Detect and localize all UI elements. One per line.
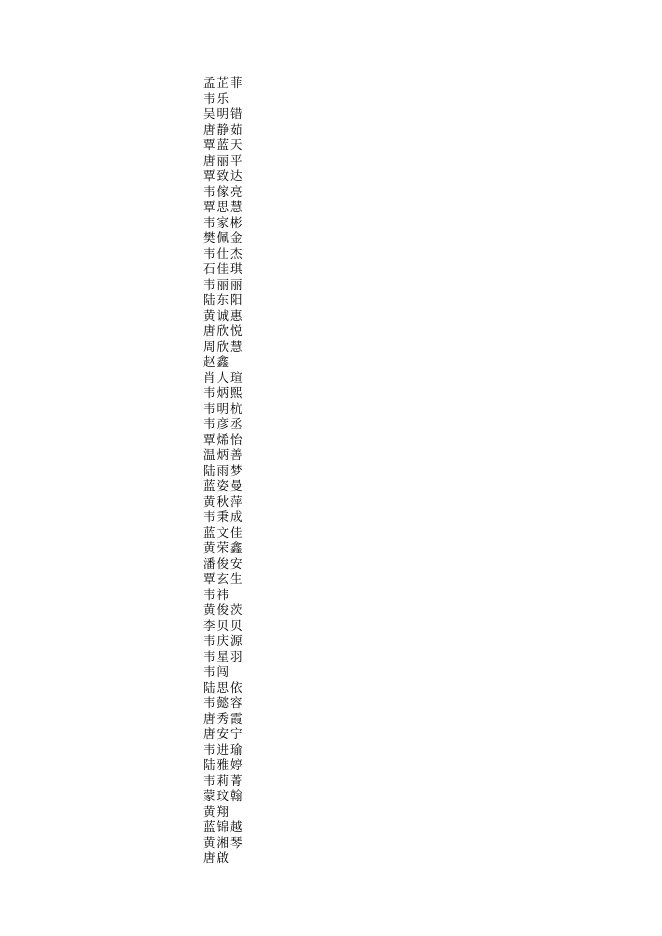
- list-item: 肖人瑄: [203, 370, 244, 385]
- name-list: [203, 76, 463, 867]
- list-item: 覃致达: [203, 169, 244, 183]
- list-item: 唐欣悦: [203, 324, 244, 338]
- list-item: 韦庆源: [203, 634, 244, 648]
- list-item: 覃玄生: [203, 572, 244, 586]
- list-item: 陆雅婷: [203, 758, 244, 772]
- list-item: 蓝文佳: [203, 525, 244, 540]
- list-item: 韦星羽: [203, 649, 244, 664]
- list-item: 唐安宁: [203, 727, 244, 741]
- list-item: 韦仕杰: [203, 246, 244, 261]
- list-item: 黄湘琴: [203, 835, 244, 850]
- list-item: 蓝姿曼: [203, 479, 244, 493]
- list-item: 蒙玟翰: [203, 789, 244, 803]
- list-item: 黄秋萍: [203, 494, 244, 509]
- list-item: 韦傢亮: [203, 184, 244, 199]
- list-item: 韦乐: [203, 91, 231, 106]
- list-item: 韦彦丞: [203, 417, 244, 431]
- list-item: 陆思依: [203, 680, 244, 695]
- list-item: 覃烯怡: [203, 432, 244, 447]
- list-item: 韦懿容: [203, 696, 244, 710]
- list-item: 周欣慧: [203, 339, 244, 354]
- list-item: 黄荣鑫: [203, 541, 244, 555]
- list-item: 韦祎: [203, 587, 231, 602]
- list-item: 韦闯: [203, 665, 231, 679]
- list-item: 石佳琪: [203, 262, 244, 276]
- list-item: 韦莉菁: [203, 773, 244, 788]
- list-item: 唐啟: [203, 851, 231, 865]
- list-item: 韦秉成: [203, 510, 244, 524]
- list-item: 唐丽平: [203, 153, 244, 168]
- list-item: 韦明杭: [203, 401, 244, 416]
- list-item: 陆东阳: [203, 293, 244, 307]
- list-item: 陆雨梦: [203, 463, 244, 478]
- list-item: 孟芷菲: [203, 76, 244, 90]
- list-item: 赵鑫: [203, 355, 231, 369]
- list-item: 黄诚惠: [203, 308, 244, 323]
- list-item: 韦家彬: [203, 215, 244, 230]
- list-item: 李贝贝: [203, 618, 244, 633]
- list-item: 唐秀霞: [203, 711, 244, 726]
- list-item: 蓝锦越: [203, 820, 244, 834]
- list-item: 吴明错: [203, 107, 244, 121]
- list-item: 韦丽丽: [203, 277, 244, 292]
- list-item: 黄俊茨: [203, 603, 244, 617]
- list-item: 覃蓝天: [203, 138, 244, 152]
- list-item: 潘俊安: [203, 556, 244, 571]
- list-item: 温炳善: [203, 448, 244, 462]
- list-item: 韦炳熙: [203, 386, 244, 400]
- list-item: 韦进瑜: [203, 742, 244, 757]
- list-item: 黄翔: [203, 804, 231, 819]
- list-item: 樊佩金: [203, 231, 244, 245]
- list-item: 覃思慧: [203, 200, 244, 214]
- list-item: 唐静茹: [203, 122, 244, 137]
